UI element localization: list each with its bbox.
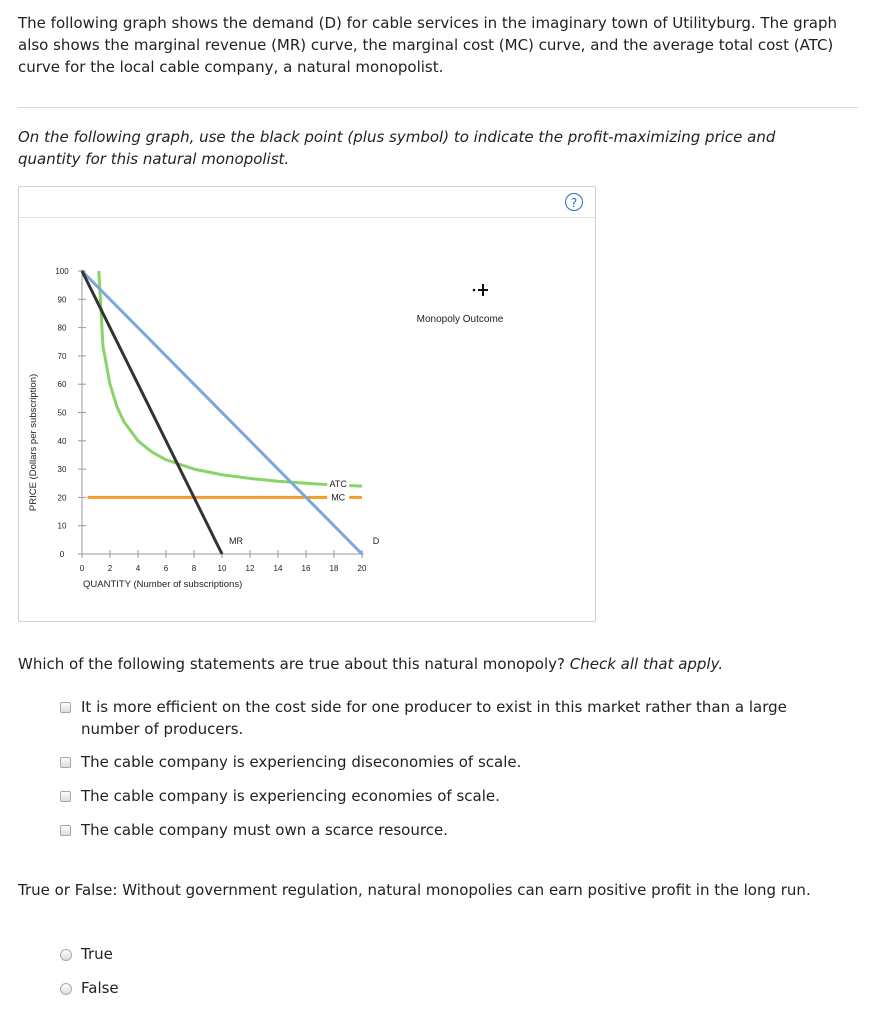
palette[interactable]	[417, 284, 504, 325]
x-tick-label: 10	[217, 564, 227, 573]
radio-option-label: False	[81, 979, 119, 997]
graph-panel	[18, 186, 596, 622]
y-tick-label: 30	[57, 465, 67, 475]
y-tick-label: 60	[57, 380, 67, 390]
checkbox-option-label: It is more efficient on the cost side for one producer to exist in this market rather than a large number of producers.	[81, 698, 787, 738]
plus-handle-dot	[473, 289, 476, 292]
question-1-prompt	[18, 653, 858, 675]
y-tick-label: 40	[57, 436, 67, 446]
y-tick-label: 80	[57, 323, 67, 333]
checkbox-option-label: The cable company must own a scarce resource.	[81, 821, 448, 839]
x-tick-label: 16	[301, 564, 311, 573]
y-tick-label: 50	[57, 408, 67, 418]
y-tick-label: 100	[55, 267, 69, 276]
x-tick-label: 14	[273, 564, 283, 573]
curve-label-mc: MC	[331, 492, 346, 503]
question-1-hint: Check all that apply.	[569, 655, 724, 673]
chart-svg[interactable]	[19, 187, 595, 621]
y-tick-label: 0	[59, 550, 65, 559]
curve-label-atc: ATC	[329, 479, 347, 490]
x-tick-label: 20	[357, 564, 367, 573]
checkbox[interactable]	[60, 702, 71, 713]
x-tick-label: 4	[135, 564, 141, 573]
radio-button[interactable]	[60, 949, 72, 961]
checkbox[interactable]	[60, 825, 71, 836]
x-tick-label: 2	[107, 564, 113, 573]
x-tick-label: 6	[163, 564, 169, 573]
series-mr-line[interactable]	[82, 271, 222, 554]
x-tick-label: 8	[191, 564, 197, 573]
y-tick-label: 10	[57, 521, 67, 531]
radio-option-label: True	[81, 945, 113, 963]
radio-button[interactable]	[60, 983, 72, 995]
palette-item-label: Monopoly Outcome	[416, 314, 504, 325]
checkbox-option-label: The cable company is experiencing economies of scale.	[81, 787, 500, 805]
curve-label-mr: MR	[229, 536, 243, 547]
checkbox-option-label: The cable company is experiencing diseconomies of scale.	[81, 753, 522, 771]
x-tick-label: 12	[245, 564, 255, 573]
curve-label-d: D	[372, 536, 380, 547]
intro-text: The following graph shows the demand (D) for cable services in the imaginary town of Utilityburg. The graph also shows the marginal revenue (MR) curve, the marginal cost (MC) curve, and the average total cost (ATC) curve for the local cable company, a natural monopolist.	[18, 14, 837, 76]
checkbox[interactable]	[60, 757, 71, 768]
x-tick-label: 18	[329, 564, 339, 573]
y-tick-label: 20	[57, 493, 67, 503]
series-d-line[interactable]	[82, 271, 362, 554]
divider	[18, 107, 858, 108]
checkbox[interactable]	[60, 791, 71, 802]
monopoly-outcome-tool[interactable]	[417, 284, 504, 325]
question-2-text: True or False: Without government regulation, natural monopolies can earn positive profit in the long run.	[18, 881, 811, 899]
y-tick-label: 70	[57, 351, 67, 361]
x-tick-label: 0	[79, 564, 85, 573]
help-button[interactable]: ?	[565, 193, 583, 211]
series-atc-line[interactable]	[99, 271, 362, 486]
instruction-text: On the following graph, use the black point (plus symbol) to indicate the profit-maximizing price and quantity for this natural monopolist.	[18, 128, 776, 168]
y-tick-label: 90	[57, 295, 67, 305]
x-axis-title: QUANTITY (Number of subscriptions)	[83, 579, 243, 590]
question-1-text: Which of the following statements are true about this natural monopoly?	[18, 655, 565, 673]
y-axis-title: PRICE (Dollars per subscription)	[28, 373, 39, 512]
